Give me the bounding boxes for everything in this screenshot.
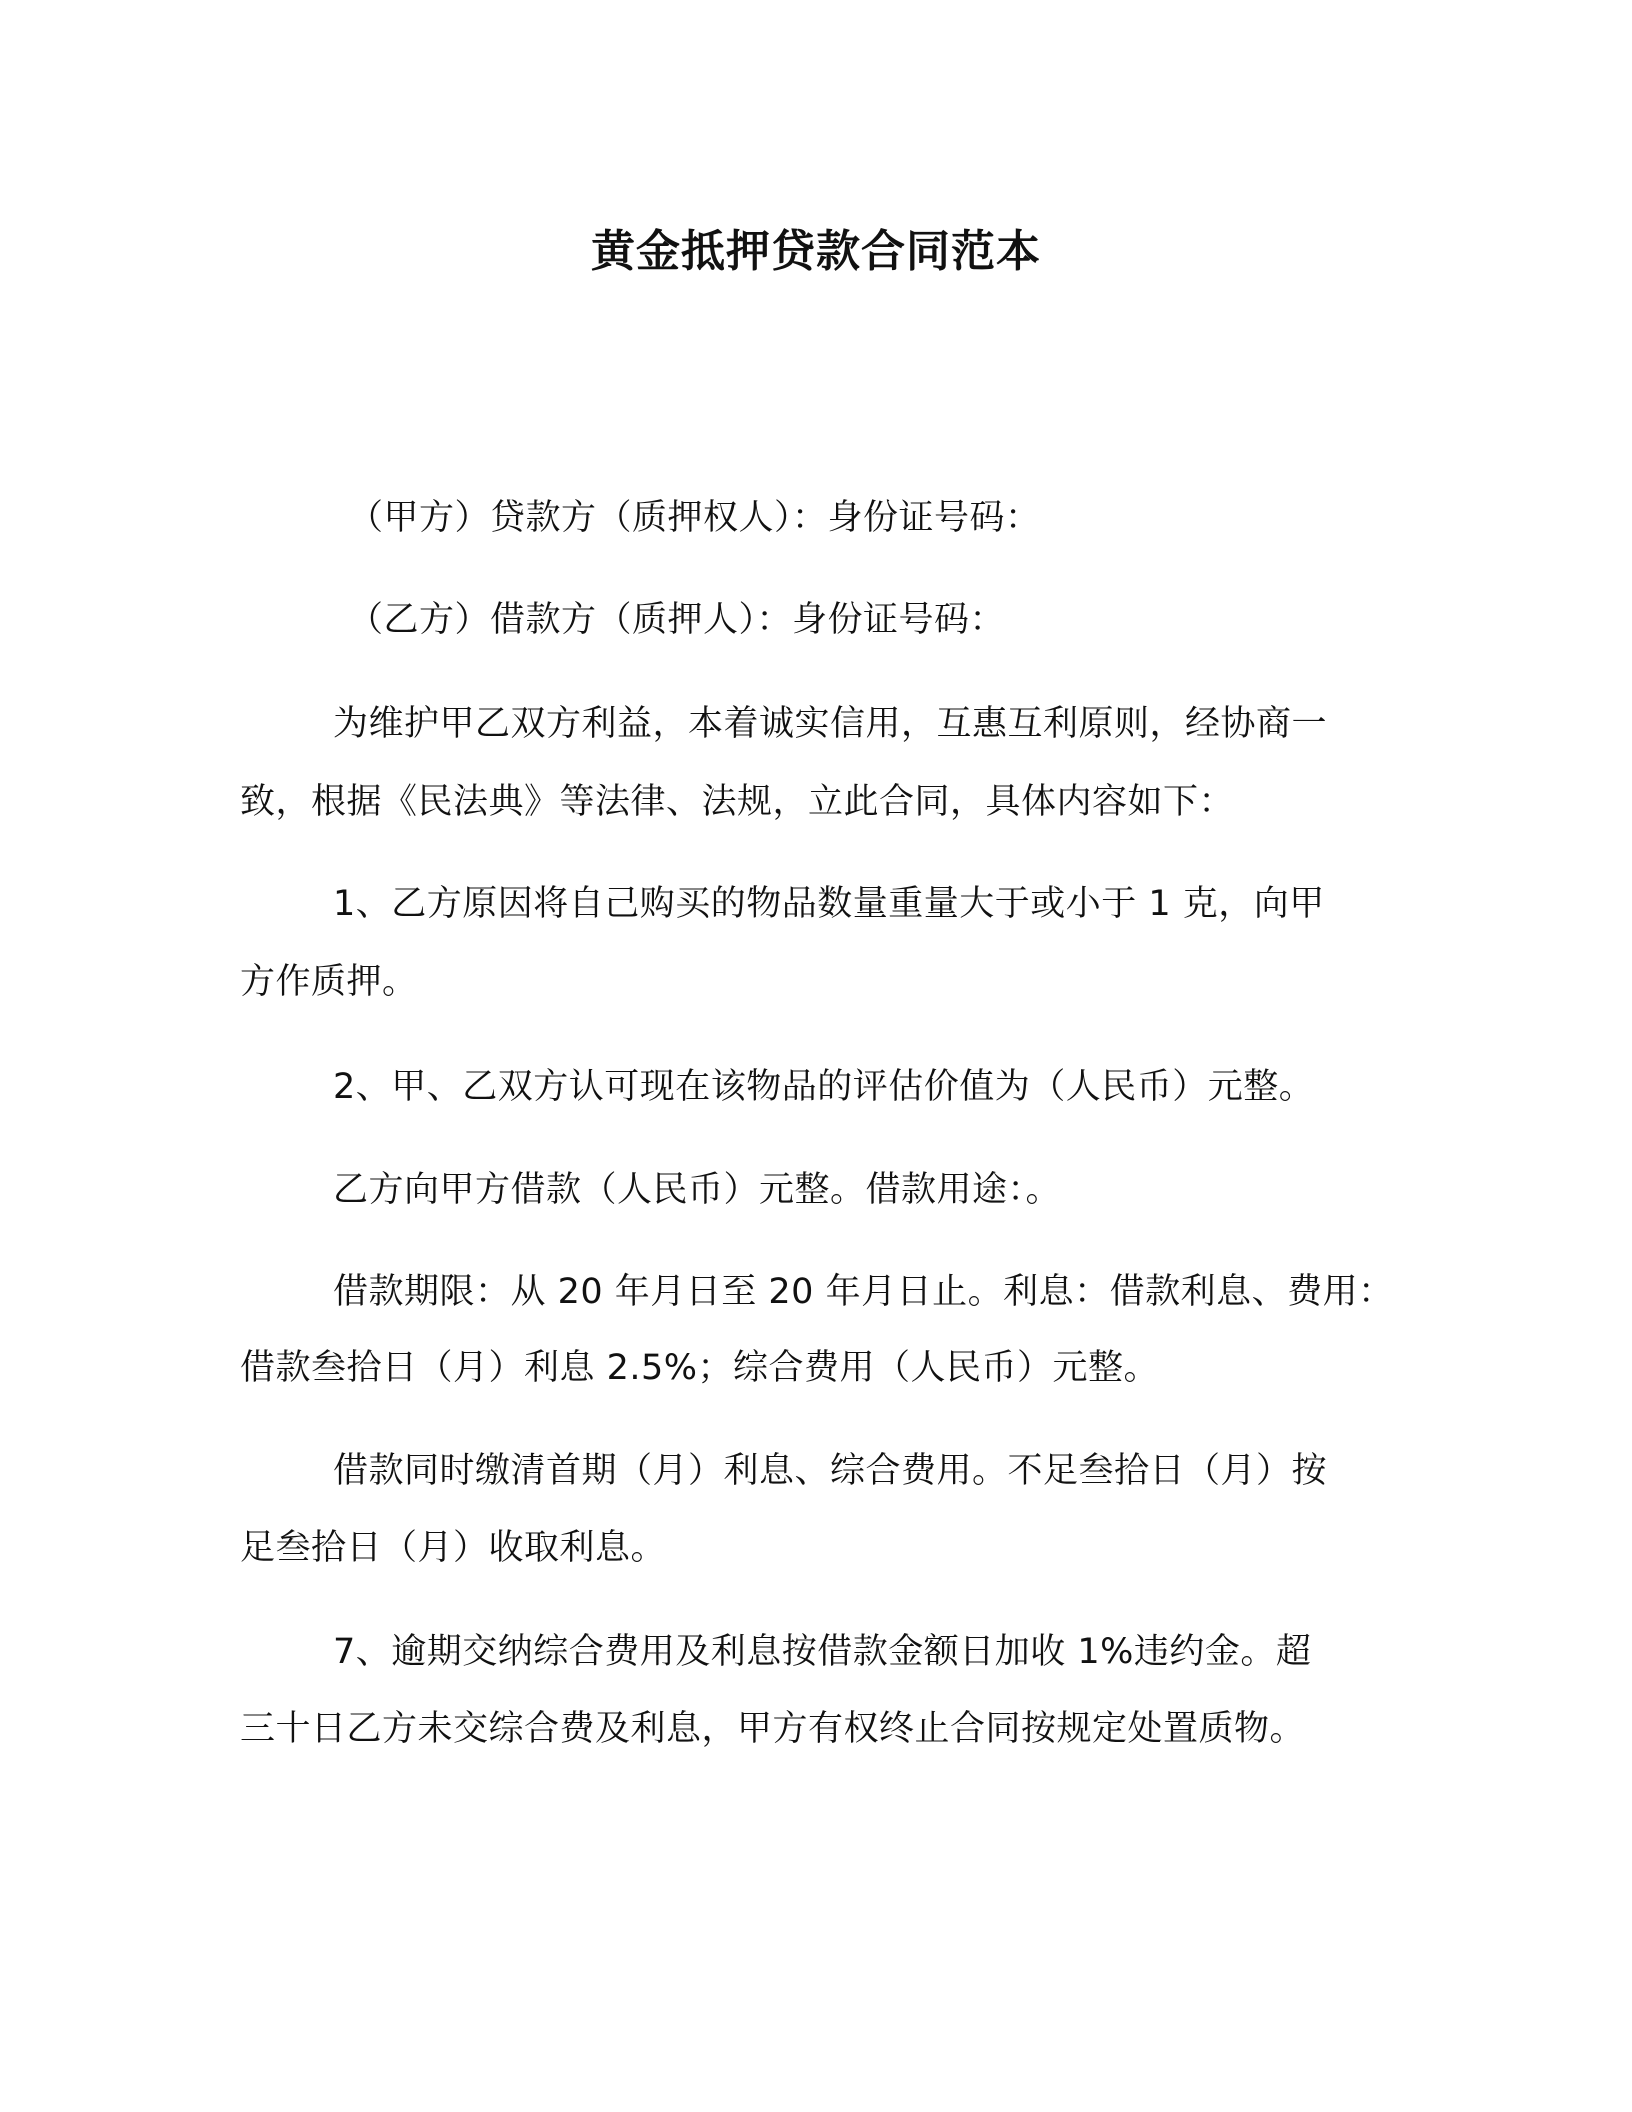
preamble-line-2: 致，根据《民法典》等法律、法规，立此合同，具体内容如下：: [240, 782, 1235, 822]
clause-7-line-1: 7、逾期交纳综合费用及利息按借款金额日加收 1%违约金。超: [333, 1632, 1312, 1672]
loan-amount-line: 乙方向甲方借款（人民币）元整。借款用途：。: [333, 1170, 1062, 1210]
interest-line-1: 借款同时缴清首期（月）利息、综合费用。不足叁拾日（月）按: [333, 1451, 1328, 1491]
clause-1-line-1: 1、乙方原因将自己购买的物品数量重量大于或小于 1 克，向甲: [333, 884, 1325, 924]
loan-term-line-2: 借款叁拾日（月）利息 2.5%；综合费用（人民币）元整。: [240, 1348, 1160, 1388]
document-title: 黄金抵押贷款合同范本: [591, 226, 1041, 277]
interest-line-2: 足叁拾日（月）收取利息。: [240, 1528, 667, 1568]
preamble-line-1: 为维护甲乙双方利益，本着诚实信用，互惠互利原则，经协商一: [333, 704, 1328, 744]
clause-2-line: 2、甲、乙双方认可现在该物品的评估价值为（人民币）元整。: [333, 1067, 1315, 1107]
party-b-line: （乙方）借款方（质押人）：身份证号码：: [348, 600, 1006, 640]
clause-1-line-2: 方作质押。: [240, 962, 418, 1002]
loan-term-line-1: 借款期限：从 20 年月日至 20 年月日止。利息：借款利息、费用：: [333, 1272, 1394, 1312]
clause-7-line-2: 三十日乙方未交综合费及利息，甲方有权终止合同按规定处置质物。: [240, 1709, 1306, 1749]
party-a-line: （甲方）贷款方（质押权人）：身份证号码：: [348, 498, 1041, 538]
